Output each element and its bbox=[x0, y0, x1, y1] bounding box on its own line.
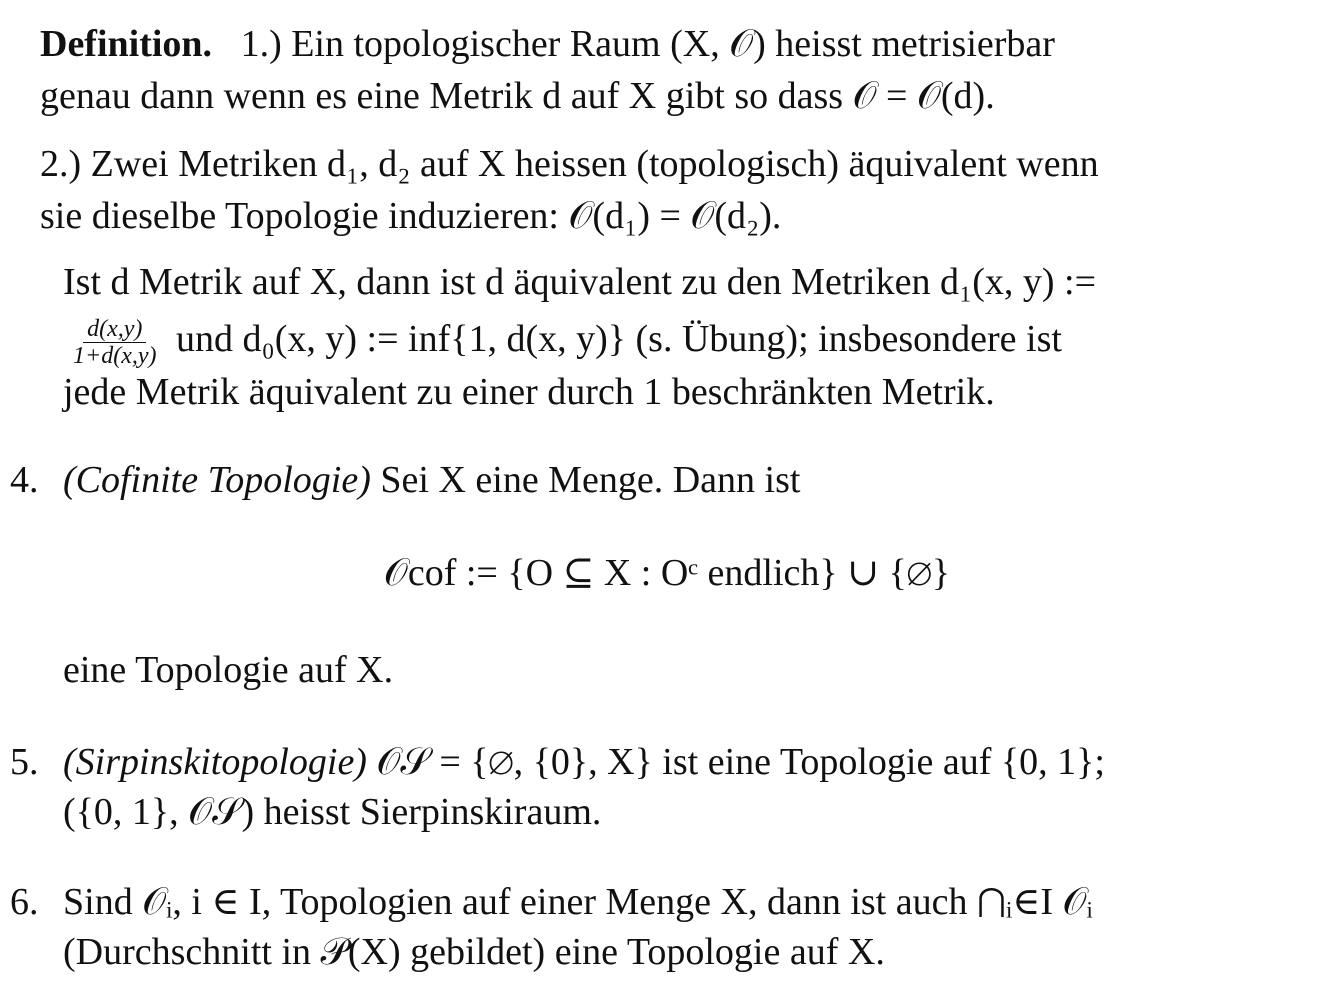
cofinite-formula: 𝒪cof := {O ⊆ X : Oᶜ endlich} ∪ {∅} bbox=[383, 552, 951, 594]
definition-text-3: Zwei Metriken d₁, d₂ auf X heissen (topologisch) äquivalent wenn bbox=[90, 143, 1099, 185]
item-6-line-2: (Durchschnitt in 𝒫(X) gebildet) eine Topologie auf X. bbox=[63, 931, 885, 973]
item-1-label: 1.) bbox=[240, 23, 282, 65]
fraction-numerator: d(x,y) bbox=[83, 316, 146, 343]
definition-line-3 bbox=[40, 142, 1302, 186]
item-5-text: 𝒪𝒮 = {∅, {0}, X} ist eine Topologie auf {0, 1}; bbox=[376, 741, 1105, 783]
definition-text-1: Ein topologischer Raum (X, 𝒪) heisst metrisierbar bbox=[291, 23, 1055, 65]
item-5-number: 5. bbox=[10, 741, 39, 783]
item-4-line bbox=[63, 458, 800, 502]
item-4-text: Sei X eine Menge. Dann ist bbox=[380, 459, 801, 501]
definition-line-1 bbox=[40, 22, 1302, 66]
item-5-line-2: ({0, 1}, 𝒪𝒮) heisst Sierpinskiraum. bbox=[63, 791, 602, 833]
fraction-denominator: 1+d(x,y) bbox=[73, 343, 157, 369]
item-4-title: (Cofinite Topologie) bbox=[63, 459, 371, 501]
item-6-number: 6. bbox=[10, 881, 39, 923]
item-4-after: eine Topologie auf X. bbox=[63, 649, 394, 691]
remark-line-2 bbox=[63, 316, 1323, 369]
fraction bbox=[69, 316, 160, 369]
item-2-label: 2.) bbox=[40, 143, 82, 185]
remark-line-1: Ist d Metrik auf X, dann ist d äquivalent zu den Metriken d₁(x, y) := bbox=[63, 261, 1096, 303]
item-5-title: (Sirpinskitopologie) bbox=[63, 741, 367, 783]
definition-heading: Definition. bbox=[40, 23, 213, 65]
item-5-line-1 bbox=[63, 740, 1323, 784]
item-4-number: 4. bbox=[10, 459, 39, 501]
definition-line-2: genau dann wenn es eine Metrik d auf X gibt so dass 𝒪 = 𝒪(d). bbox=[40, 75, 995, 117]
item-6-line-1: Sind 𝒪ᵢ, i ∈ I, Topologien auf einer Menge X, dann ist auch ⋂ᵢ∈I 𝒪ᵢ bbox=[63, 881, 1093, 923]
definition-line-4: sie dieselbe Topologie induzieren: 𝒪(d₁) = 𝒪(d₂). bbox=[40, 195, 782, 237]
remark-line-2-text: und d₀(x, y) := inf{1, d(x, y)} (s. Übung); insbesondere ist bbox=[175, 318, 1062, 361]
remark-line-3: jede Metrik äquivalent zu einer durch 1 beschränkten Metrik. bbox=[63, 371, 995, 413]
